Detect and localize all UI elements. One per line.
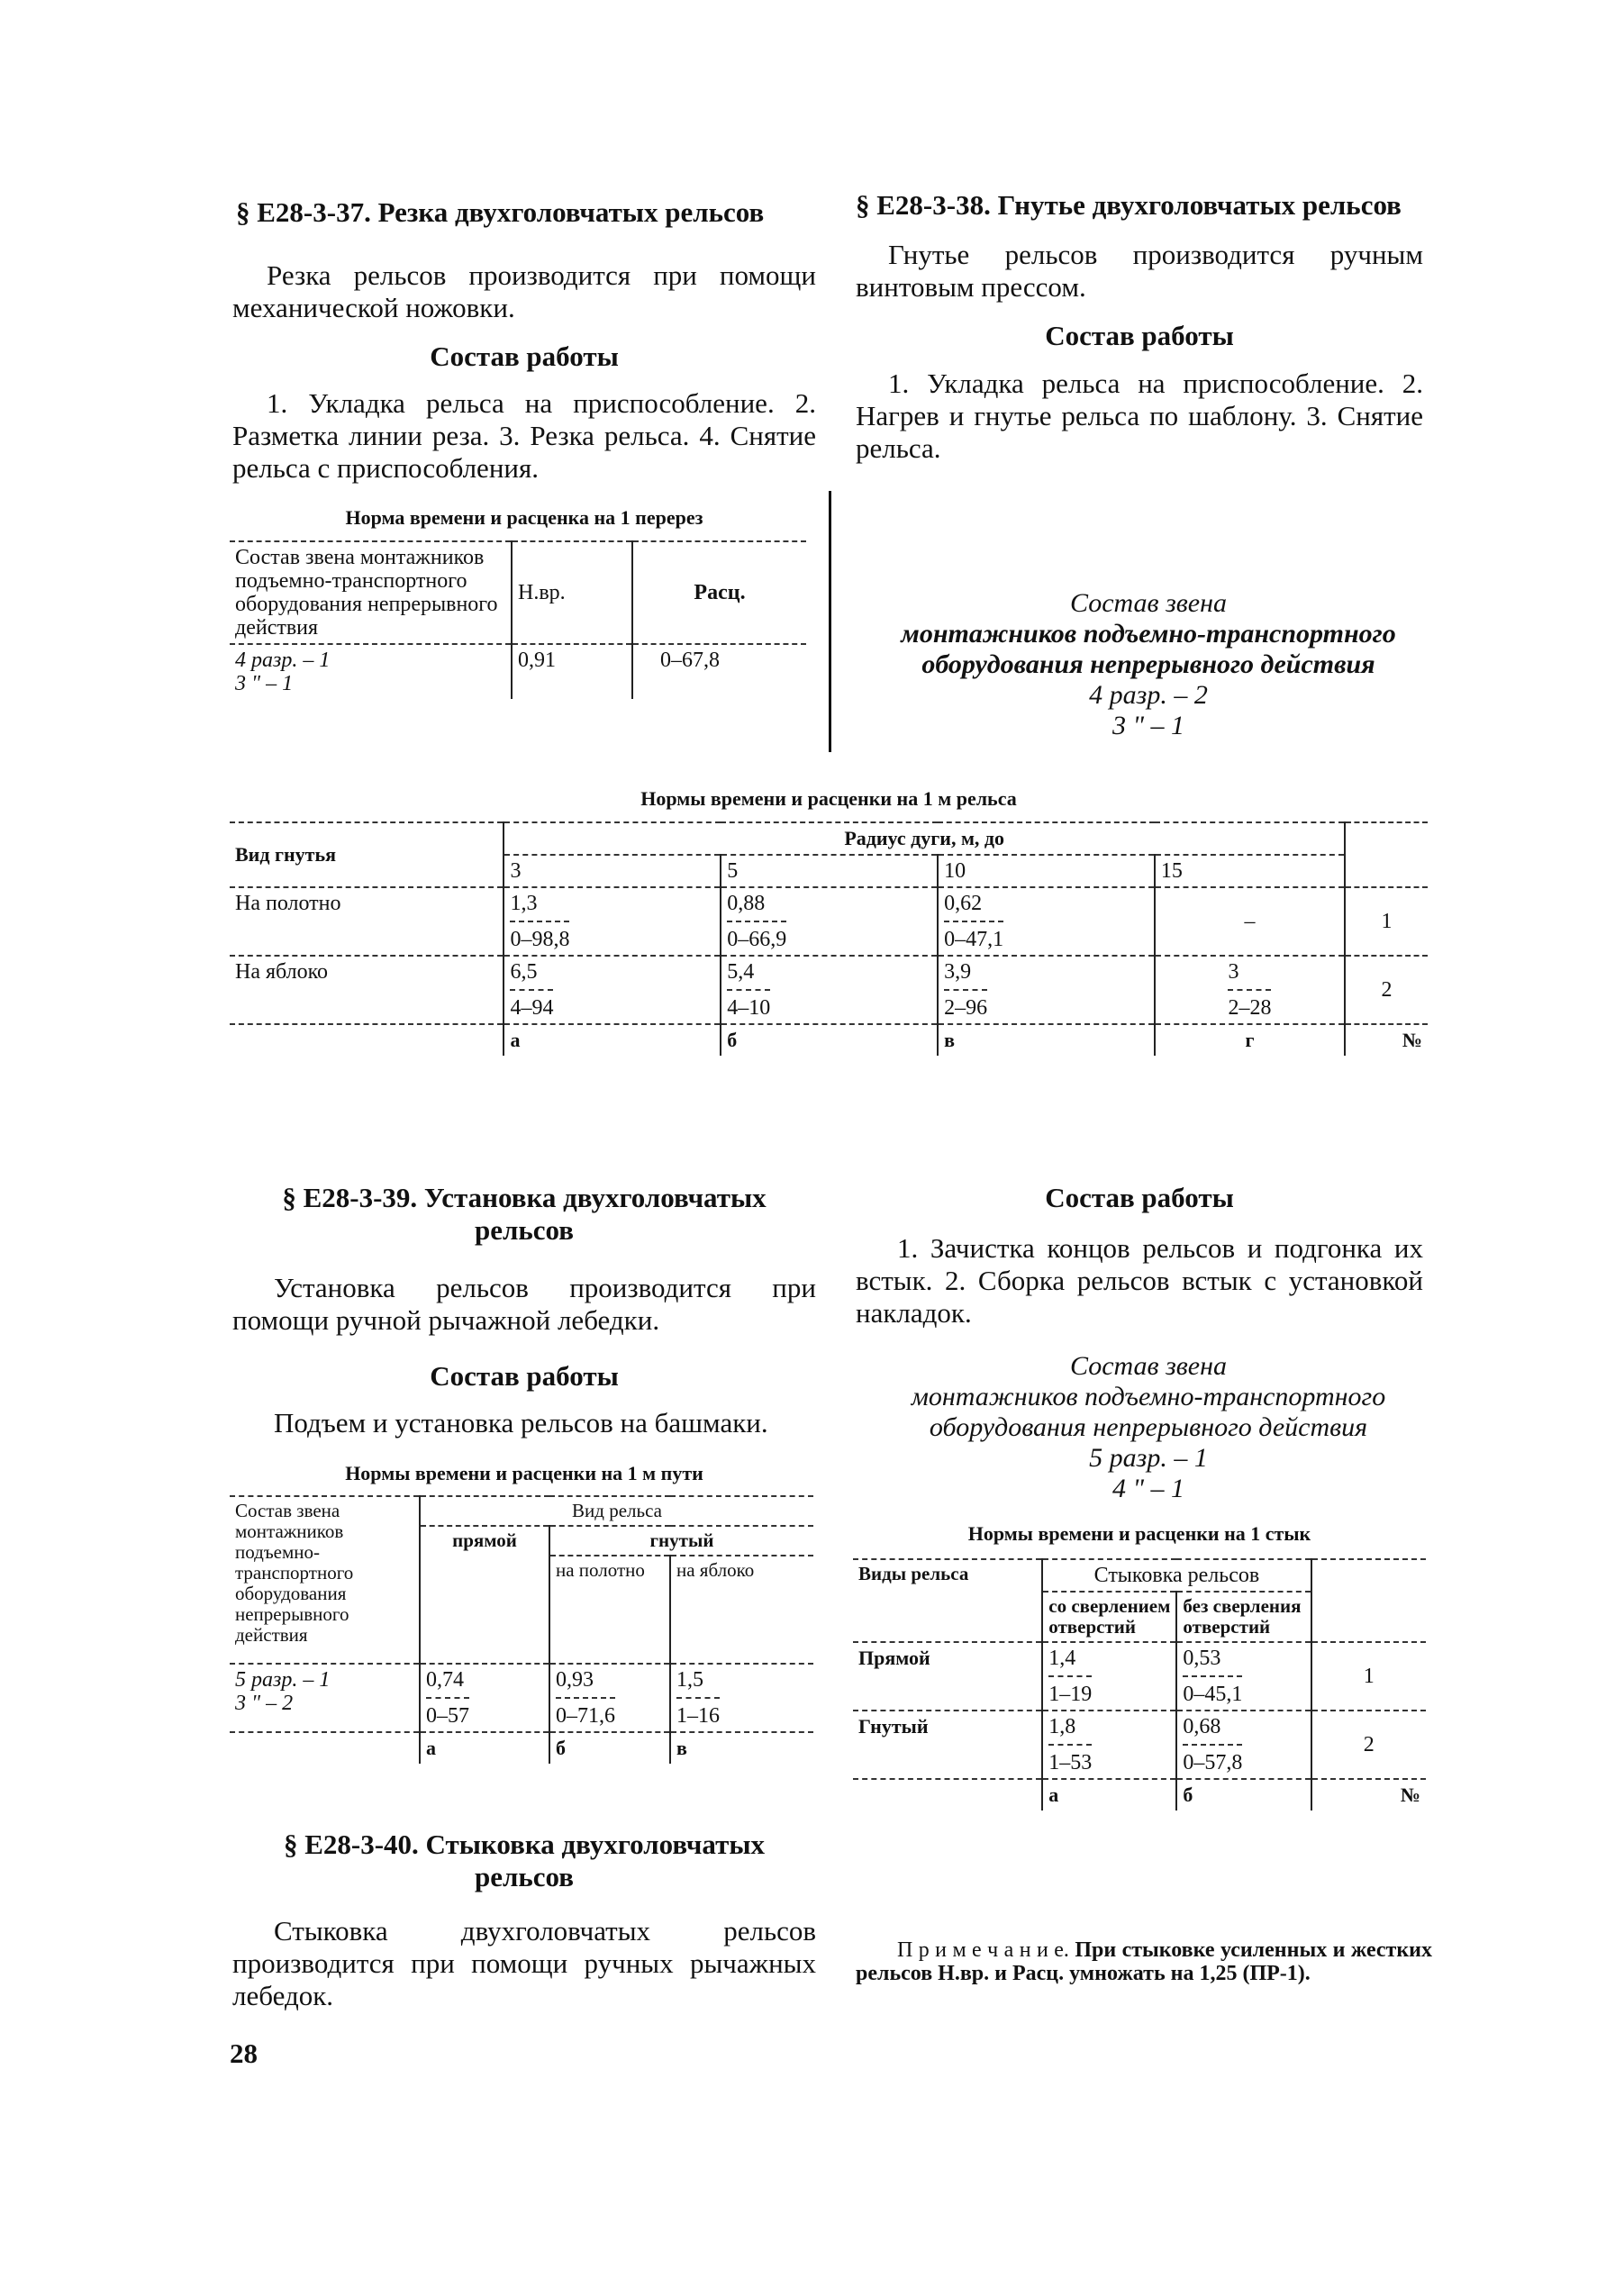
- s37-intro: Резка рельсов производится при помощи механической ножовки.: [232, 259, 816, 323]
- s37-crew-2: 3 " – 1: [235, 672, 294, 695]
- s38-row-num-1: 2: [1345, 956, 1428, 1024]
- s40-title-1: § Е28-3-40. Стыковка двухголовчатых: [283, 1829, 766, 1860]
- s38-radius-1: 5: [721, 855, 938, 887]
- s39-letters-blank: [230, 1732, 420, 1764]
- s38-letter-1: б: [721, 1024, 938, 1056]
- s39-table: [230, 1495, 813, 1764]
- s37-table-caption: Норма времени и расценка на 1 перерез: [345, 506, 703, 529]
- s40-work-title: Состав работы: [1045, 1182, 1234, 1213]
- s40-crew-1: 5 разр. – 1: [1089, 1443, 1208, 1473]
- s38-cell-0-3: –: [1155, 887, 1345, 956]
- s39-title: [232, 1182, 816, 1247]
- s38-h-blank: [1345, 822, 1428, 887]
- s37-rasc: 0–67,8: [632, 644, 806, 699]
- s39-letter-0: а: [420, 1732, 549, 1764]
- s40-crew-title-1: Состав звена: [1069, 1351, 1227, 1381]
- s38-cell-1-1: $\frac{5,4}{4-10}$: [721, 956, 938, 1024]
- s37-h-rasc: Расц.: [632, 541, 806, 644]
- s39-h-straight: прямой: [420, 1526, 549, 1664]
- s40-letter-1: б: [1176, 1779, 1311, 1810]
- s38-intro: Гнутье рельсов производится ручным винтовым прессом.: [856, 239, 1423, 303]
- s39-title-2: рельсов: [474, 1214, 574, 1246]
- s38-crew-2: 3 " – 1: [1111, 711, 1185, 740]
- s39-cell-0: $\frac{0,74}{0-57}$: [420, 1664, 549, 1732]
- s40-title-2: рельсов: [474, 1861, 574, 1892]
- s40-title: [232, 1829, 816, 1893]
- s39-cell-2: $\frac{1,5}{1-16}$: [670, 1664, 813, 1732]
- s40-note: [856, 1938, 1432, 1985]
- s39-h-on-head: на яблоко: [670, 1556, 813, 1664]
- s40-h-nodrill: без сверления отверстий: [1176, 1592, 1311, 1642]
- s37-table: [230, 540, 830, 699]
- s40-h-joint: Стыковка рельсов: [1042, 1559, 1311, 1592]
- s38-crew-block: [865, 588, 1432, 741]
- page-number: 28: [230, 2037, 258, 2069]
- s39-work-title: Состав работы: [430, 1360, 619, 1392]
- s38-no-label: №: [1345, 1024, 1428, 1056]
- s38-row-label-1: На яблоко: [230, 956, 504, 1024]
- s38-crew-title-3: оборудования непрерывного действия: [921, 649, 1375, 679]
- s38-h-radius: Радиус дуги, м, до: [504, 822, 1345, 855]
- s37-work: 1. Укладка рельса на приспособление. 2. Разметка линии реза. 3. Резка рельса. 4. Снятие рельса с приспособления.: [232, 387, 816, 484]
- s37-h-nvr: Н.вр.: [512, 541, 632, 644]
- s40-h-blank: [1311, 1559, 1426, 1642]
- s38-radius-0: 3: [504, 855, 721, 887]
- s40-intro: Стыковка двухголовчатых рельсов производится при помощи ручных рычажных лебедок.: [232, 1915, 816, 2011]
- s39-intro: Установка рельсов производится при помощи ручной рычажной лебедки.: [232, 1272, 816, 1336]
- s40-crew-title-2: монтажников подъемно-транспортного: [911, 1382, 1386, 1411]
- s38-cell-1-0: $\frac{6,5}{4-94}$: [504, 956, 721, 1024]
- s39-crew: [230, 1664, 420, 1732]
- s38-work-title: Состав работы: [1045, 320, 1234, 351]
- s40-h-kind: Виды рельса: [853, 1559, 1042, 1642]
- s38-crew-title-1: Состав звена: [1069, 588, 1227, 618]
- s37-title: § Е28-3-37. Резка двухголовчатых рельсов: [236, 196, 765, 228]
- s37-work-title: Состав работы: [430, 340, 619, 372]
- s39-work: Подъем и установка рельсов на башмаки.: [274, 1407, 768, 1438]
- s40-row-num-0: 1: [1311, 1642, 1426, 1711]
- s39-h-bent: гнутый: [549, 1526, 813, 1556]
- s37-crew: [230, 644, 512, 699]
- s40-note-text: При стыковке усиленных и жестких рельсов Н.вр. и Расц. умножать на 1,25 (ПР-1).: [856, 1938, 1432, 1985]
- s38-letter-0: а: [504, 1024, 721, 1056]
- s38-radius-3: 15: [1155, 855, 1345, 887]
- s40-table-caption: Нормы времени и расценки на 1 стык: [967, 1522, 1311, 1545]
- s40-row-label-1: Гнутый: [853, 1711, 1042, 1779]
- s40-row-num-1: 2: [1311, 1711, 1426, 1779]
- s38-h-kind: Вид гнутья: [230, 822, 504, 887]
- s38-table-caption: Нормы времени и расценки на 1 м рельса: [640, 787, 1017, 810]
- s39-h-crew: Состав звена монтажников подъемно-транспортного оборудования непрерывного действия: [230, 1496, 420, 1664]
- s39-letter-2: в: [670, 1732, 813, 1764]
- s40-work: 1. Зачистка концов рельсов и подгонка их встык. 2. Сборка рельсов встык с установкой накладок.: [856, 1232, 1423, 1329]
- s38-letters-blank: [230, 1024, 504, 1056]
- s39-h-kind: Вид рельса: [420, 1496, 813, 1526]
- s39-h-on-bed: на полотно: [549, 1556, 670, 1664]
- s39-table-caption: Нормы времени и расценки на 1 м пути: [345, 1462, 703, 1484]
- s37-right-rule: [829, 491, 831, 752]
- s40-cell-0-0: $\frac{1,4}{1-19}$: [1042, 1642, 1176, 1711]
- s40-table: [853, 1558, 1426, 1810]
- s39-cell-1: $\frac{0,93}{0-71,6}$: [549, 1664, 670, 1732]
- s40-cell-1-0: $\frac{1,8}{1-53}$: [1042, 1711, 1176, 1779]
- s37-crew-1: 4 разр. – 1: [235, 649, 331, 672]
- s39-crew-2: 3 " – 2: [235, 1692, 294, 1715]
- s40-row-label-0: Прямой: [853, 1642, 1042, 1711]
- s38-letter-2: в: [938, 1024, 1155, 1056]
- s37-h-crew: Состав звена монтажников подъемно-транспортного оборудования непрерывного действия: [230, 541, 512, 644]
- s40-crew-2: 4 " – 1: [1111, 1474, 1185, 1503]
- s38-cell-0-0: $\frac{1,3}{0-98,8}$: [504, 887, 721, 956]
- s40-cell-1-1: $\frac{0,68}{0-57,8}$: [1176, 1711, 1311, 1779]
- s40-note-label: П р и м е ч а н и е.: [897, 1938, 1069, 1962]
- s37-nvr: 0,91: [512, 644, 632, 699]
- s38-crew-1: 4 разр. – 2: [1089, 680, 1208, 710]
- s39-crew-1: 5 разр. – 1: [235, 1668, 331, 1692]
- s38-cell-1-3: $\frac{3}{2-28}$: [1155, 956, 1345, 1024]
- s39-letter-1: б: [549, 1732, 670, 1764]
- s40-letter-0: а: [1042, 1779, 1176, 1810]
- s40-crew-title-3: оборудования непрерывного действия: [929, 1412, 1368, 1442]
- s38-title: § Е28-3-38. Гнутье двухголовчатых рельсов: [856, 189, 1402, 221]
- s40-no-label: №: [1311, 1779, 1426, 1810]
- s40-cell-0-1: $\frac{0,53}{0-45,1}$: [1176, 1642, 1311, 1711]
- s38-radius-2: 10: [938, 855, 1155, 887]
- s38-cell-0-1: $\frac{0,88}{0-66,9}$: [721, 887, 938, 956]
- s38-row-label-0: На полотно: [230, 887, 504, 956]
- s39-title-1: § Е28-3-39. Установка двухголовчатых: [282, 1182, 767, 1213]
- s38-letter-3: г: [1155, 1024, 1345, 1056]
- s40-letters-blank: [853, 1779, 1042, 1810]
- s40-h-drill: со сверлением отверстий: [1042, 1592, 1176, 1642]
- s38-crew-title-2: монтажников подъемно-транспортного: [901, 619, 1396, 649]
- s38-table: [230, 821, 1428, 1056]
- s38-cell-0-2: $\frac{0,62}{0-47,1}$: [938, 887, 1155, 956]
- s40-crew-block: [865, 1351, 1432, 1504]
- s38-work: 1. Укладка рельса на приспособление. 2. Нагрев и гнутье рельса по шаблону. 3. Снятие рельса.: [856, 368, 1423, 464]
- s38-cell-1-2: $\frac{3,9}{2-96}$: [938, 956, 1155, 1024]
- s38-row-num-0: 1: [1345, 887, 1428, 956]
